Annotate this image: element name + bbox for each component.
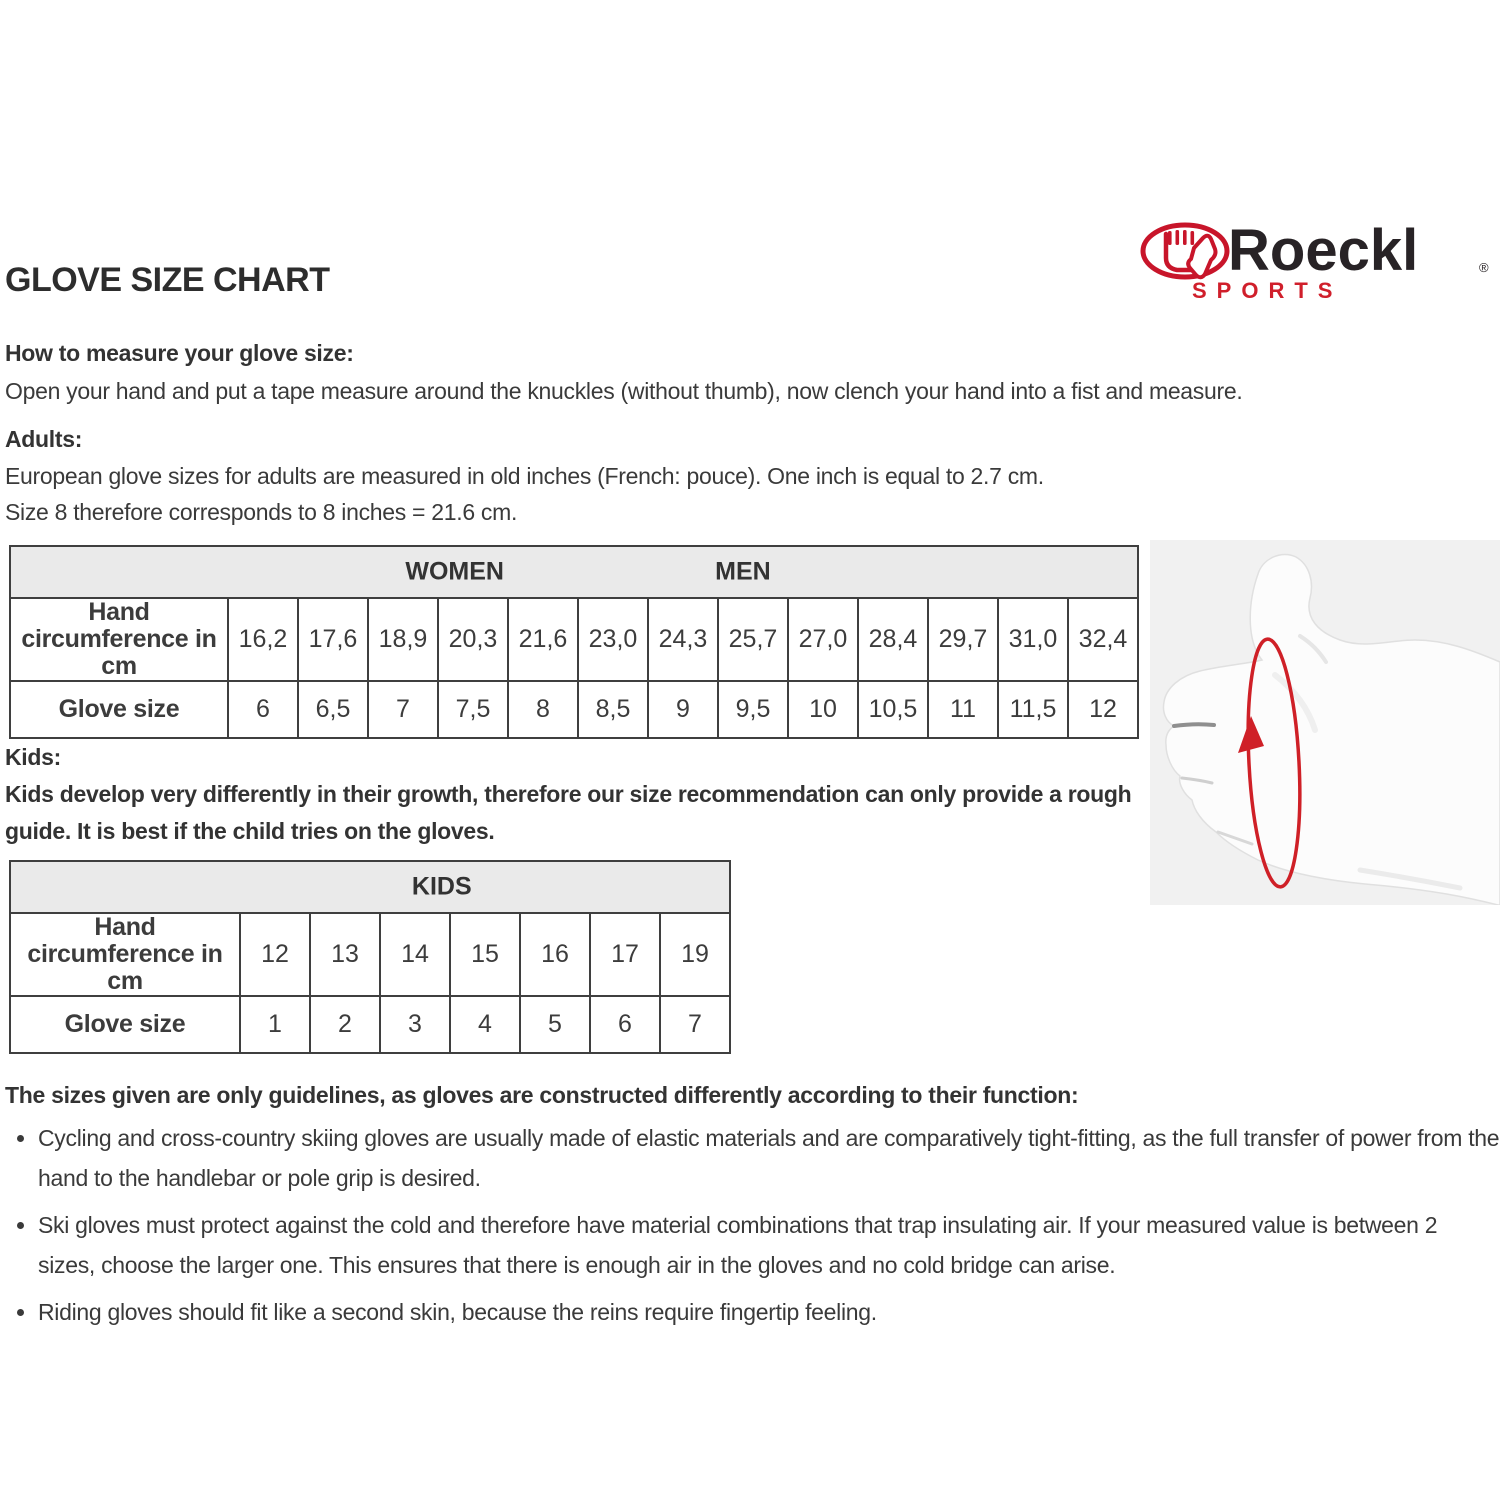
- list-item: • Cycling and cross-country skiing gloves are usually made of elastic materials and are comparatively tight-fitting, as the full transfer of power from the hand to the handlebar or pole grip is desired.: [38, 1118, 1500, 1198]
- women-group-label: WOMEN: [405, 557, 504, 586]
- adult-glove-size-value: 9: [648, 681, 718, 738]
- logo-registered-mark: ®: [1479, 260, 1489, 275]
- hand-measure-illustration: [1150, 540, 1500, 905]
- kids-glove-size-value: 7: [660, 996, 730, 1053]
- kids-glove-size-label: Glove size: [10, 996, 240, 1053]
- adult-circumference-value: 20,3: [438, 598, 508, 681]
- adult-circumference-value: 18,9: [368, 598, 438, 681]
- adult-glove-size-label: Glove size: [10, 681, 228, 738]
- adults-line1: European glove sizes for adults are measured in old inches (French: pouce). One inch is equal to 2.7 cm.: [5, 463, 1044, 489]
- kids-table-group-header: [10, 861, 730, 913]
- adult-circumference-label: Hand circumference in cm: [10, 598, 228, 681]
- kids-glove-size-value: 6: [590, 996, 660, 1053]
- kids-circumference-value: 16: [520, 913, 590, 996]
- adult-circumference-value: 24,3: [648, 598, 718, 681]
- adult-glove-size-value: 8,5: [578, 681, 648, 738]
- kids-circumference-value: 17: [590, 913, 660, 996]
- adult-circumference-value: 17,6: [298, 598, 368, 681]
- adult-circumference-value: 27,0: [788, 598, 858, 681]
- adult-size-table: [9, 545, 1139, 739]
- page-title: GLOVE SIZE CHART: [5, 261, 330, 299]
- adult-glove-size-value: 11,5: [998, 681, 1068, 738]
- table-row: [10, 861, 730, 913]
- adult-circumference-value: 29,7: [928, 598, 998, 681]
- adult-glove-size-value: 6: [228, 681, 298, 738]
- kids-glove-size-value: 4: [450, 996, 520, 1053]
- kids-circumference-label: Hand circumference in cm: [10, 913, 240, 996]
- hand-with-tape-ellipse-icon: [1150, 540, 1500, 905]
- roeckl-hand-oval-icon: [1139, 222, 1231, 280]
- men-group-label: MEN: [715, 557, 771, 586]
- kids-body-line1: Kids develop very differently in their growth, therefore our size recommendation can only provide a rough: [5, 781, 1132, 807]
- kids-size-table: [9, 860, 731, 1054]
- table-row: [10, 681, 1138, 738]
- logo-sports-text: SPORTS: [1192, 278, 1343, 303]
- guidelines-heading: The sizes given are only guidelines, as gloves are constructed differently according to their function:: [5, 1082, 1079, 1108]
- kids-glove-size-value: 2: [310, 996, 380, 1053]
- adults-heading: Adults:: [5, 426, 83, 452]
- adult-circumference-value: 16,2: [228, 598, 298, 681]
- adult-glove-size-value: 9,5: [718, 681, 788, 738]
- kids-glove-size-value: 1: [240, 996, 310, 1053]
- list-item: • Ski gloves must protect against the cold and therefore have material combinations that trap insulating air. If your measured value is between 2 sizes, choose the larger one. This ensures that there is enough air in the gloves and no cold bridge can arise.: [38, 1205, 1500, 1285]
- adult-circumference-value: 25,7: [718, 598, 788, 681]
- adults-line2: Size 8 therefore corresponds to 8 inches = 21.6 cm.: [5, 499, 518, 525]
- adult-circumference-value: 32,4: [1068, 598, 1138, 681]
- kids-circumference-value: 15: [450, 913, 520, 996]
- logo-brand-text: Roeckl: [1228, 218, 1419, 283]
- kids-glove-size-value: 3: [380, 996, 450, 1053]
- table-row: [10, 546, 1138, 598]
- how-to-heading: How to measure your glove size:: [5, 340, 354, 366]
- adult-circumference-value: 21,6: [508, 598, 578, 681]
- table-row: [10, 598, 1138, 681]
- adult-circumference-value: 28,4: [858, 598, 928, 681]
- kids-body-line2: guide. It is best if the child tries on the gloves.: [5, 818, 495, 844]
- how-to-body: Open your hand and put a tape measure around the knuckles (without thumb), now clench your hand into a fist and measure.: [5, 378, 1243, 404]
- adult-table-group-header: [10, 546, 1138, 598]
- kids-circumference-value: 12: [240, 913, 310, 996]
- adult-glove-size-value: 7,5: [438, 681, 508, 738]
- guidelines-list: [10, 1118, 1500, 1339]
- adult-glove-size-value: 6,5: [298, 681, 368, 738]
- adult-glove-size-value: 8: [508, 681, 578, 738]
- adult-glove-size-value: 10: [788, 681, 858, 738]
- list-item: • Riding gloves should fit like a second skin, because the reins require fingertip feeling.: [38, 1292, 1500, 1332]
- kids-heading: Kids:: [5, 744, 62, 770]
- table-row: [10, 913, 730, 996]
- kids-group-label: KIDS: [411, 872, 472, 901]
- kids-circumference-value: 19: [660, 913, 730, 996]
- adult-circumference-value: 23,0: [578, 598, 648, 681]
- kids-glove-size-value: 5: [520, 996, 590, 1053]
- adult-glove-size-value: 11: [928, 681, 998, 738]
- adult-circumference-value: 31,0: [998, 598, 1068, 681]
- adult-glove-size-value: 10,5: [858, 681, 928, 738]
- adult-glove-size-value: 7: [368, 681, 438, 738]
- adult-glove-size-value: 12: [1068, 681, 1138, 738]
- kids-circumference-value: 13: [310, 913, 380, 996]
- table-row: [10, 996, 730, 1053]
- kids-circumference-value: 14: [380, 913, 450, 996]
